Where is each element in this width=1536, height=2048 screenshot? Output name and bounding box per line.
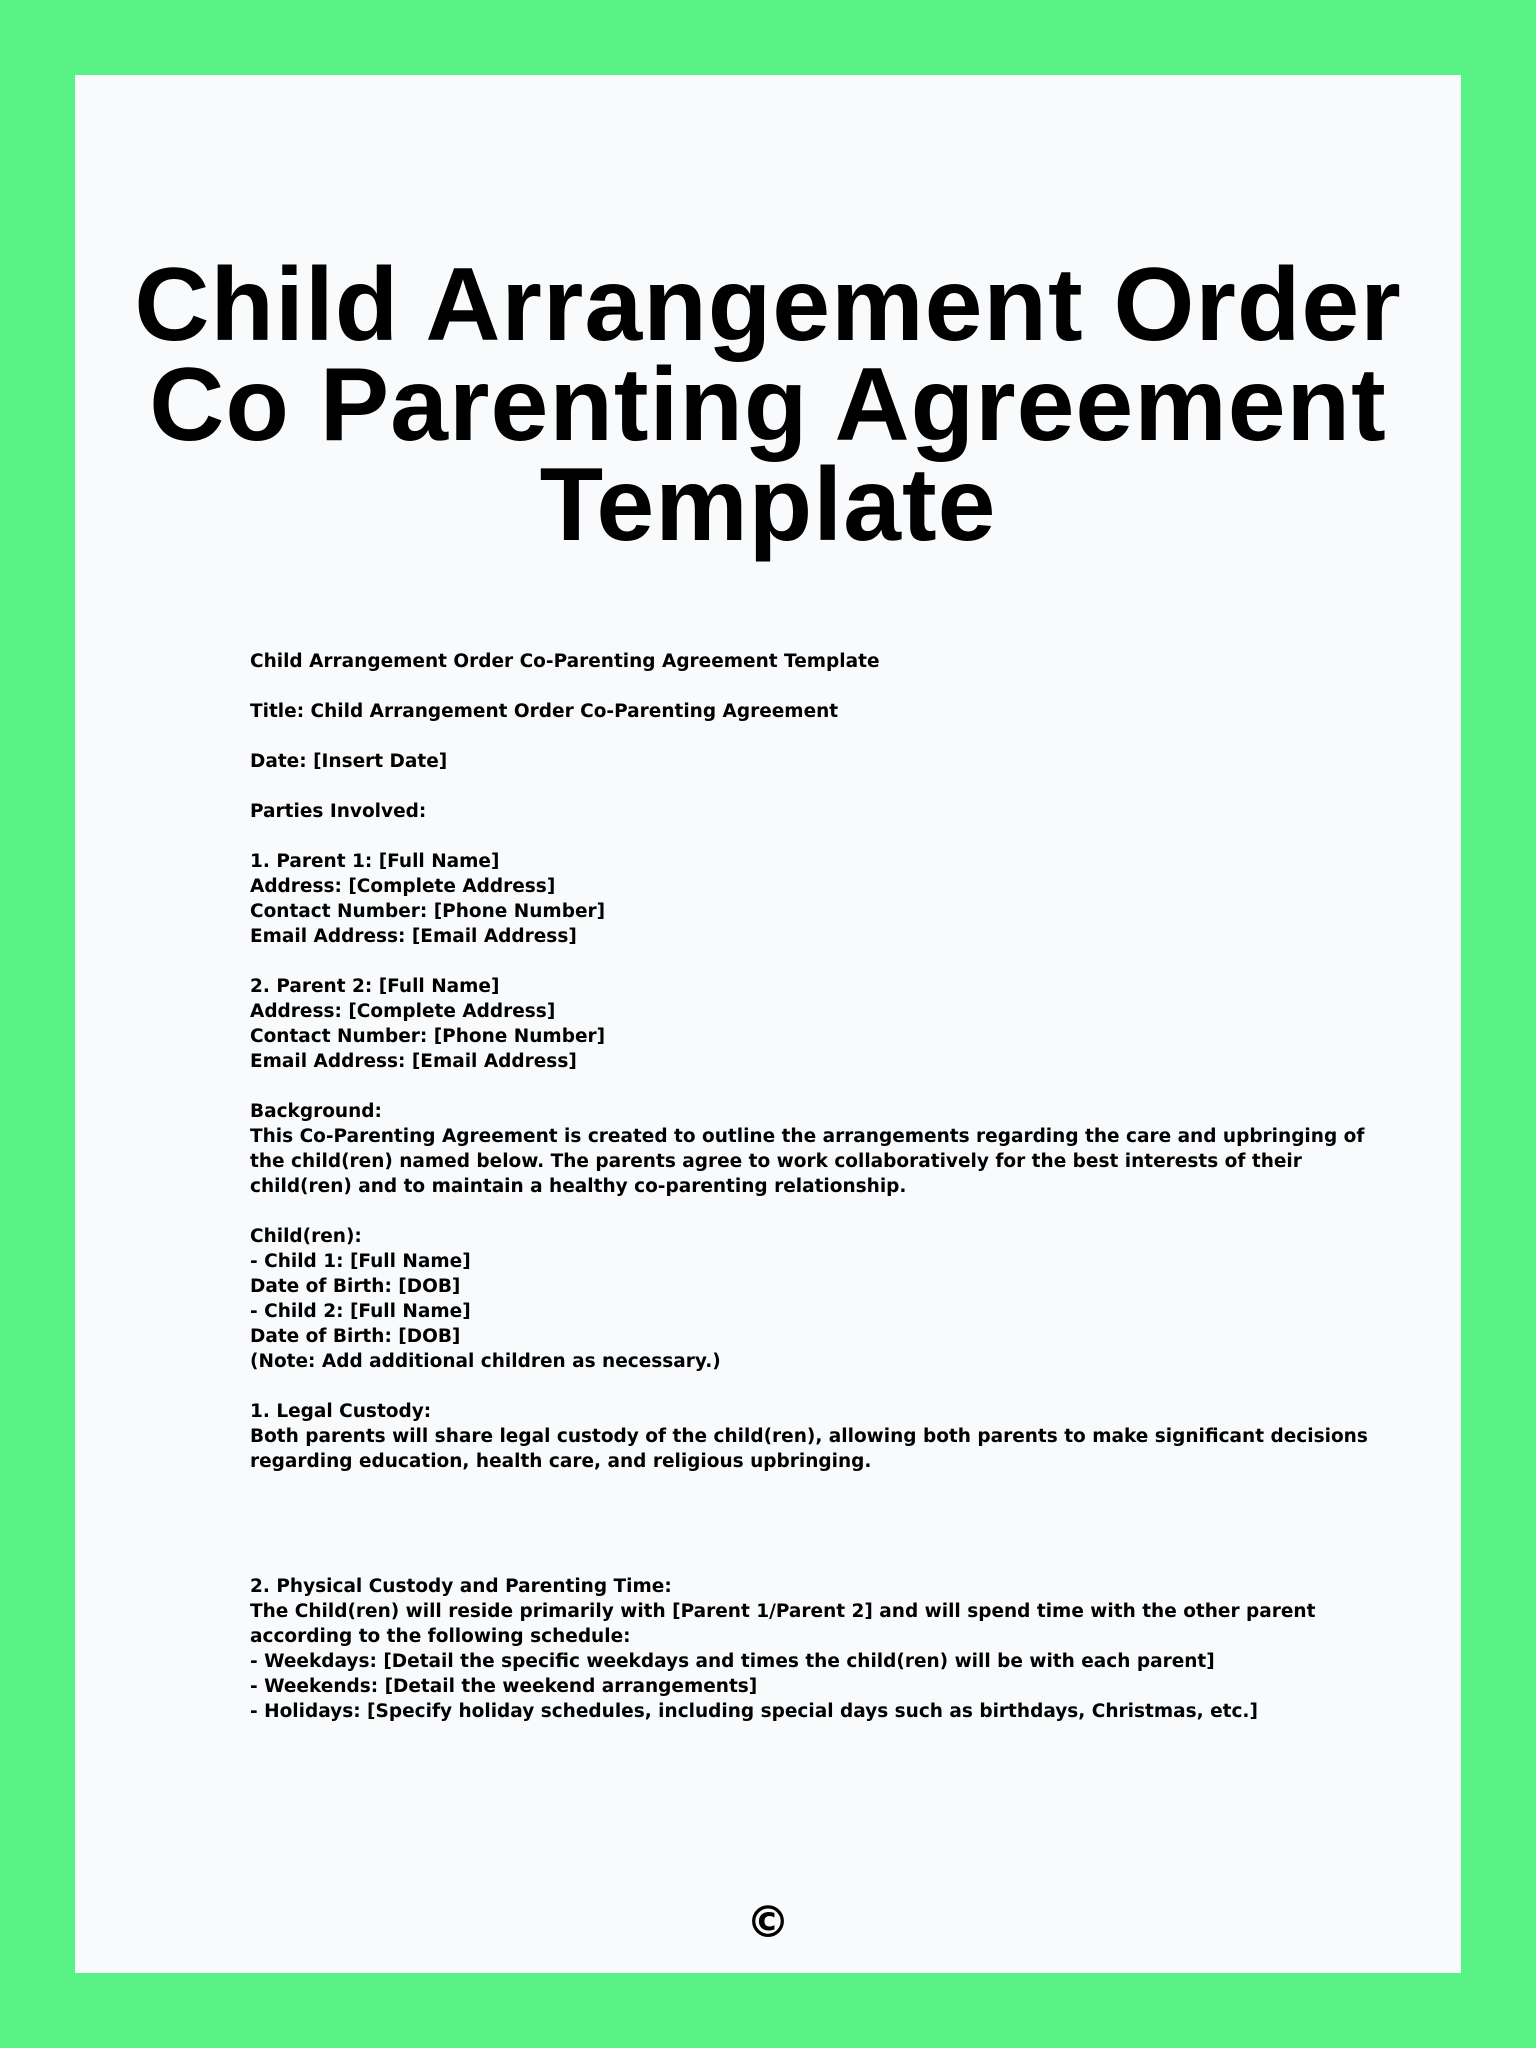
physical-custody-line: The Child(ren) will reside primarily with [Parent 1/Parent 2] and will spend time with the other parent [250,1601,1316,1622]
physical-custody-section [250,1574,1316,1724]
background-line: child(ren) and to maintain a healthy co-parenting relationship. [250,1176,907,1197]
date-line: Date: [Insert Date] [250,751,448,772]
parties-heading: Parties Involved: [250,801,427,822]
parent1-name: 1. Parent 1: [Full Name] [250,851,500,872]
children-note: (Note: Add additional children as necessary.) [250,1351,721,1372]
parent2-name: 2. Parent 2: [Full Name] [250,976,500,997]
parent1-address: Address: [Complete Address] [250,876,556,897]
background-line: This Co-Parenting Agreement is created to outline the arrangements regarding the care and upbringing of [250,1126,1365,1147]
background-section [250,1099,1365,1199]
parent2-email: Email Address: [Email Address] [250,1051,577,1072]
parent2-contact: Contact Number: [Phone Number] [250,1026,606,1047]
page-title: Child Arrangement Order Co Parenting Agreement Template [134,247,1402,563]
document-page [75,75,1461,1973]
weekdays-line: - Weekdays: [Detail the specific weekdays and times the child(ren) will be with each parent] [250,1651,1215,1672]
child2-name: - Child 2: [Full Name] [250,1301,471,1322]
parent1-email: Email Address: [Email Address] [250,926,577,947]
holidays-line: - Holidays: [Specify holiday schedules, including special days such as birthdays, Christmas, etc.] [250,1701,1258,1722]
physical-custody-line: according to the following schedule: [250,1626,631,1647]
child2-dob: Date of Birth: [DOB] [250,1326,461,1347]
document-heading: Child Arrangement Order Co-Parenting Agreement Template [250,651,880,672]
legal-custody-line: regarding education, health care, and religious upbringing. [250,1451,872,1472]
parent1-contact: Contact Number: [Phone Number] [250,901,606,922]
background-line: the child(ren) named below. The parents agree to work collaboratively for the best interests of their [250,1151,1302,1172]
parent2-block [250,974,1310,1074]
parent2-address: Address: [Complete Address] [250,1001,556,1022]
child1-name: - Child 1: [Full Name] [250,1251,471,1272]
document-body [250,649,1368,1724]
legal-custody-heading: 1. Legal Custody: [250,1401,432,1422]
background-heading: Background: [250,1101,382,1122]
weekends-line: - Weekends: [Detail the weekend arrangements] [250,1676,758,1697]
parent1-block [250,849,1310,949]
legal-custody-section [250,1399,1368,1474]
copyright-icon: © [746,1897,790,1948]
physical-custody-heading: 2. Physical Custody and Parenting Time: [250,1576,672,1597]
title-line: Title: Child Arrangement Order Co-Parenting Agreement [250,701,839,722]
child1-dob: Date of Birth: [DOB] [250,1276,461,1297]
children-heading: Child(ren): [250,1226,362,1247]
legal-custody-line: Both parents will share legal custody of the child(ren), allowing both parents to make significant decisions [250,1426,1368,1447]
children-section [250,1224,1310,1374]
